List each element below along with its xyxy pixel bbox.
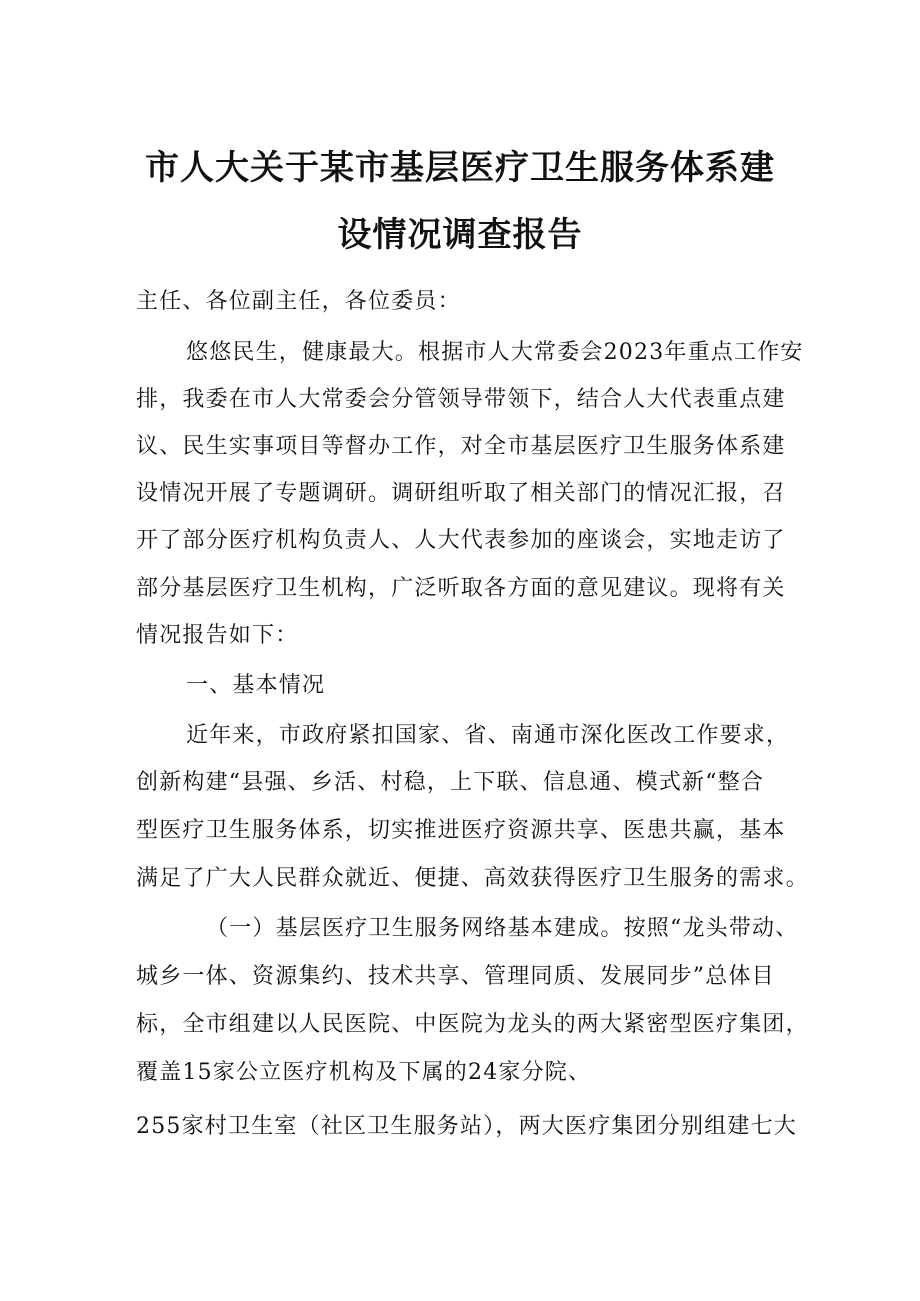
paragraph-line: 部分基层医疗卫生机构，广泛听取各方面的意见建议。现将有关 — [136, 576, 786, 601]
paragraph-line: 设情况开展了专题调研。调研组听取了相关部门的情况汇报，召 — [136, 481, 786, 506]
paragraph-line: 型医疗卫生服务体系，切实推进医疗资源共享、医患共赢，基本 — [136, 818, 786, 843]
salutation: 主任、各位副主任，各位委员： — [136, 289, 461, 314]
paragraph-line: 议、民生实事项目等督办工作，对全市基层医疗卫生服务体系建 — [136, 434, 786, 459]
report-title-line-1: 市人大关于某市基层医疗卫生服务体系建 — [145, 148, 775, 188]
subsection-line: （一）基层医疗卫生服务网络基本建成。按照“龙头带动、 — [206, 916, 799, 941]
paragraph-line: 排，我委在市人大常委会分管领导带领下，结合人大代表重点建 — [136, 387, 786, 412]
section-heading: 一、基本情况 — [186, 673, 326, 698]
paragraph-line: 255家村卫生室（社区卫生服务站），两大医疗集团分别组建七大 — [136, 1114, 797, 1139]
paragraph-line: 近年来，市政府紧扣国家、省、南通市深化医改工作要求， — [186, 723, 790, 748]
paragraph-line: 覆盖15家公立医疗机构及下属的24家分院、 — [136, 1060, 592, 1085]
report-title-line-2: 设情况调查报告 — [337, 215, 583, 255]
paragraph-line: 满足了广大人民群众就近、便捷、高效获得医疗卫生服务的需求。 — [136, 866, 809, 891]
paragraph-line: 悠悠民生，健康最大。根据市人大常委会2023年重点工作安 — [186, 340, 804, 365]
paragraph-line: 情况报告如下： — [136, 623, 299, 648]
paragraph-line: 标，全市组建以人民医院、中医院为龙头的两大紧密型医疗集团， — [136, 1012, 809, 1037]
paragraph-line: 开了部分医疗机构负责人、人大代表参加的座谈会，实地走访了 — [136, 528, 786, 553]
paragraph-line: 创新构建“县强、乡活、村稳，上下联、信息通、模式新“整合 — [136, 770, 765, 795]
paragraph-line: 城乡一体、资源集约、技术共享、管理同质、发展同步”总体目 — [136, 964, 775, 989]
